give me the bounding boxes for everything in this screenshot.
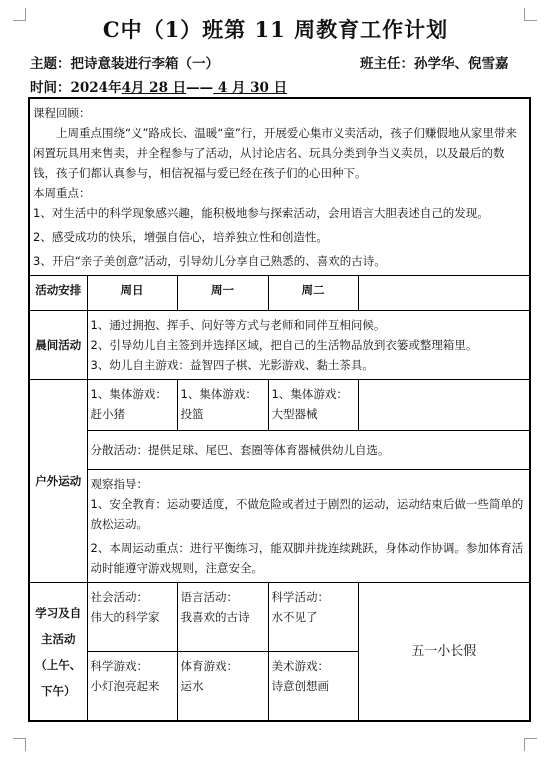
morning-line: 3、幼儿自主游戏：益智四子棋、光影游戏、黏土茶具。: [90, 358, 374, 372]
guide-item: 2、本周运动重点：进行平衡练习，能双脚并拢连续跳跃，身体动作协调。参加体育活动时能遵守游戏规则，注意安全。: [90, 541, 524, 575]
activity-title: 科学活动：: [271, 590, 329, 604]
learning-label-line: （上午、: [35, 657, 82, 672]
outdoor-guide-row: [29, 470, 530, 583]
outdoor-game-tuesday: [268, 380, 358, 431]
morning-label: 晨间活动: [29, 311, 87, 380]
crop-mark-bottom-left: [13, 738, 26, 751]
time-separator: ——: [186, 80, 214, 96]
learning-label-line: 下午）: [41, 683, 76, 698]
learning-label-line: 主活动: [41, 631, 76, 646]
course-review-cell: [29, 98, 530, 276]
guide-heading: 观察指导：: [90, 477, 148, 491]
focus-item: 1、对生活中的科学现象感兴趣，能积极地参与探索活动，会用语言大胆表述自己的发现。: [33, 206, 489, 220]
time-row: [30, 76, 287, 96]
game-title: 1、集体游戏：: [90, 387, 167, 401]
learning-sunday-2: [87, 652, 177, 722]
activity-name: 伟大的科学家: [90, 610, 160, 624]
morning-row: [29, 311, 530, 380]
morning-line: 1、通过拥抱、挥手、问好等方式与老师和同伴互相问候。: [90, 318, 386, 332]
guide-item: 1、安全教育：运动要适度，不做危险或者过于剧烈的运动，运动结束后做一些简单的放松运动。: [90, 497, 524, 531]
game-title: 1、集体游戏：: [180, 387, 257, 401]
outdoor-label: 户外运动: [29, 380, 87, 583]
review-text: 上周重点围绕“义”路成长、温暖“童”行，开展爱心集市义卖活动，孩子们赚假地从家里带来闲置玩具用来售卖，并全程参与了活动，从讨论店名、玩具分类到争当义卖员，以及最后的数钱，孩子们都认真参与，相信祝福与爱已经在孩子们的心田种下。: [33, 126, 517, 180]
outdoor-game-sunday: [87, 380, 177, 431]
learning-monday-1: [177, 583, 268, 652]
morning-content: [87, 311, 530, 380]
activity-title: 语言活动：: [180, 590, 238, 604]
learning-monday-2: [177, 652, 268, 722]
time-start: 4月 28 日: [121, 80, 187, 96]
crop-mark-bottom-right: [524, 738, 537, 751]
time-label: 时间：: [30, 80, 71, 96]
header-sunday: 周日: [87, 276, 177, 311]
activity-name: 运水: [180, 679, 204, 693]
activity-title: 体育游戏：: [180, 659, 238, 673]
activity-name: 水不见了: [271, 610, 318, 624]
header-empty: [358, 276, 530, 311]
game-title: 1、集体游戏：: [271, 387, 348, 401]
outdoor-scatter-row: [29, 431, 530, 470]
header-activity: 活动安排: [29, 276, 87, 311]
focus-item: 3、开启“亲子美创意”活动，引导幼儿分享自己熟悉的、喜欢的古诗。: [33, 254, 386, 268]
teacher-value: 孙学华、倪雪嘉: [414, 56, 509, 72]
outdoor-game-monday: [177, 380, 268, 431]
activity-name: 我喜欢的古诗: [180, 610, 250, 624]
plan-table: [28, 97, 531, 722]
learning-sunday-1: [87, 583, 177, 652]
activity-name: 诗意创想画: [271, 679, 329, 693]
learning-label-line: 学习及自: [35, 605, 82, 620]
focus-heading: 本周重点：: [33, 186, 91, 200]
morning-line: 2、引导幼儿自主签到并选择区域，把自己的生活物品放到衣篓或整理箱里。: [90, 338, 478, 352]
activity-title: 社会活动：: [90, 590, 148, 604]
observation-guide: [87, 470, 530, 583]
theme-value: 把诗意装进行李箱（一）: [70, 56, 219, 72]
focus-item: 2、感受成功的快乐，增强自信心，培养独立性和创造性。: [33, 230, 328, 244]
outdoor-games-row: [29, 380, 530, 431]
activity-title: 科学游戏：: [90, 659, 148, 673]
teacher-info: [360, 52, 509, 72]
game-name: 投篮: [180, 407, 204, 421]
learning-label: [29, 583, 87, 722]
theme-label: 主题：: [30, 56, 71, 72]
activity-name: 小灯泡亮起来: [90, 679, 160, 693]
teacher-label: 班主任：: [360, 56, 414, 72]
holiday-cell: 五一小长假: [358, 583, 530, 722]
schedule-header-row: [29, 276, 530, 311]
time-year: 2024年: [70, 80, 122, 96]
theme-row: [30, 52, 528, 72]
header-monday: 周一: [177, 276, 268, 311]
page-title: C中（1）班第 11 周教育工作计划: [102, 17, 449, 42]
learning-row-1: [29, 583, 530, 652]
outdoor-game-empty: [358, 380, 530, 431]
scatter-activity: 分散活动：提供足球、尾巴、套圈等体育器械供幼儿自选。: [87, 431, 530, 470]
activity-title: 美术游戏：: [271, 659, 329, 673]
header-tuesday: 周二: [268, 276, 358, 311]
learning-tuesday-1: [268, 583, 358, 652]
game-name: 大型器械: [271, 407, 318, 421]
learning-tuesday-2: [268, 652, 358, 722]
game-name: 赶小猪: [90, 407, 125, 421]
time-end: 4 月 30 日: [213, 80, 288, 96]
review-heading: 课程回顾：: [33, 106, 91, 120]
